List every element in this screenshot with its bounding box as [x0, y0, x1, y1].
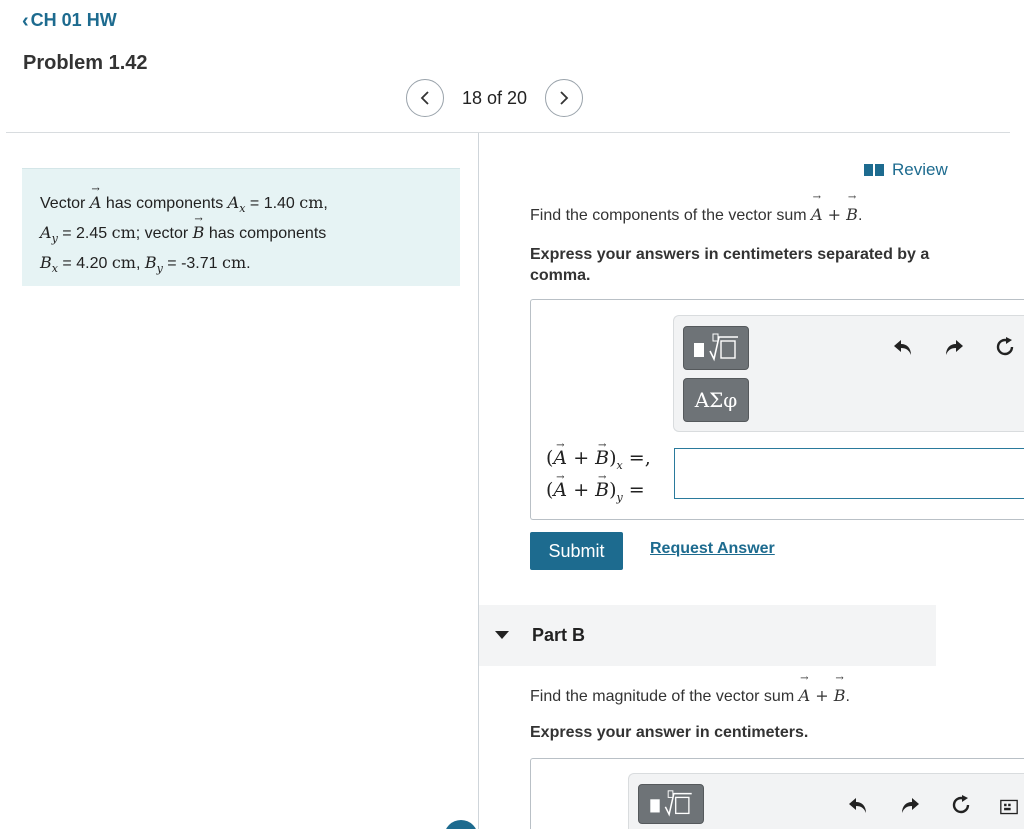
previous-problem-button[interactable]: [406, 79, 444, 117]
review-label: Review: [892, 160, 948, 179]
pager-position: 18 of 20: [462, 87, 528, 108]
review-link[interactable]: [864, 160, 948, 180]
column-divider: [478, 133, 479, 829]
chevron-left-icon: [419, 90, 431, 106]
request-answer-link[interactable]: Request Answer: [650, 540, 775, 557]
problem-line-3: $B_x = 4.20$ cm, $B_y = -3.71$ cm.: [40, 253, 251, 276]
help-chat-bubble[interactable]: [444, 820, 478, 829]
header-divider: [6, 132, 1010, 133]
next-problem-button[interactable]: [545, 79, 583, 117]
keyboard-icon[interactable]: [1000, 798, 1018, 821]
back-to-assignment-link[interactable]: [22, 10, 117, 31]
undo-icon[interactable]: [847, 794, 869, 821]
problem-pager: [406, 79, 583, 117]
part-b-header[interactable]: [479, 605, 936, 666]
sum-y-label: (→ A + → $B)_y$ =: [546, 478, 651, 510]
part-b-instructions: Express your answer in centimeters.: [530, 724, 809, 741]
book-icon: [864, 163, 884, 177]
templates-button-part-b[interactable]: [638, 784, 704, 824]
redo-icon[interactable]: [899, 794, 921, 821]
greek-symbols-button[interactable]: ΑΣφ: [683, 378, 749, 422]
collapse-triangle-icon: [495, 631, 509, 639]
part-a-question: Find the components of the vector sum → A + → B.: [530, 205, 862, 225]
part-b-question: Find the magnitude of the vector sum → A + → B.: [530, 686, 850, 706]
part-a-answer-input[interactable]: [674, 448, 1024, 499]
problem-statement: [22, 168, 460, 286]
problem-line-1: Vector → A has components $A_x = 1.40$ cm,: [40, 191, 442, 221]
undo-icon[interactable]: [892, 336, 914, 363]
back-link-label: CH 01 HW: [30, 10, 117, 30]
part-a-instructions: Express your answers in centimeters separated by a comma.: [530, 246, 930, 284]
templates-button[interactable]: [683, 326, 749, 370]
chevron-left-icon: ‹: [22, 9, 29, 32]
sum-x-label: (→ A + → $B)_x$ =,: [546, 446, 651, 478]
problem-line-2: $A_y = 2.45$ cm; vector → B has components: [40, 221, 442, 251]
part-b-label: Part B: [532, 625, 586, 645]
templates-icon: [688, 331, 744, 365]
reset-icon[interactable]: [950, 794, 972, 821]
reset-icon[interactable]: [994, 336, 1016, 363]
redo-icon[interactable]: [943, 336, 965, 363]
part-a-answer-labels: [546, 446, 651, 510]
page-title: Problem 1.42: [23, 52, 148, 74]
submit-button[interactable]: Submit: [530, 532, 623, 570]
chevron-right-icon: [558, 90, 570, 106]
templates-icon: [643, 788, 699, 820]
